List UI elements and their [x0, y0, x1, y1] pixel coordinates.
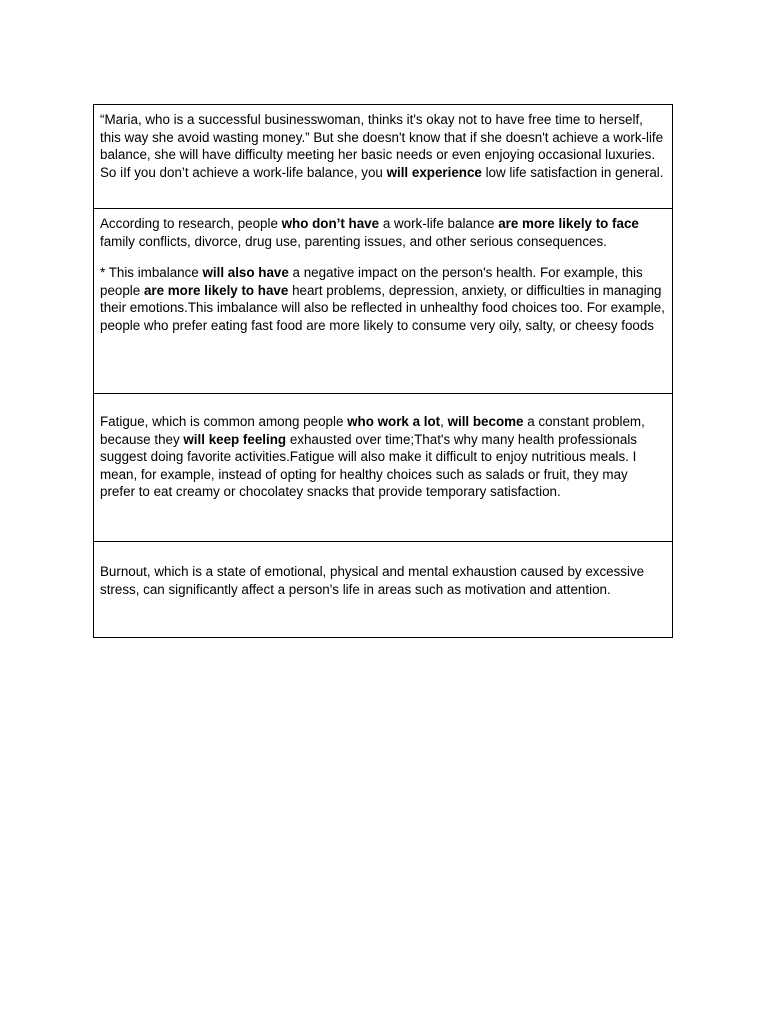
bold-text: are more likely to have	[143, 282, 289, 298]
table-cell-1	[94, 105, 672, 208]
text-run: According to research, people	[100, 216, 282, 231]
text-run: a negative impact on the person's health. For example, this people	[100, 265, 643, 298]
paragraph	[100, 264, 666, 334]
text-run: Fatigue, which is common among people	[100, 414, 348, 429]
bold-text: will also have	[202, 265, 289, 281]
paragraph	[100, 111, 666, 181]
bold-text: are more likely to face	[498, 216, 639, 231]
paragraph	[100, 215, 666, 250]
bold-text: will experience	[386, 164, 482, 180]
bold-text: will keep feeling	[183, 431, 287, 447]
text-run: exhausted over time;That's why many health professionals suggest doing favorite activities.Fatigue will also make it difficult to enjoy nutritious meals. I mean, for example, instead of opting for healthy choices such as salads or fruit, they may prefer to eat creamy or chocolatey snacks that provide temporary satisfaction.	[100, 431, 637, 500]
paragraph	[100, 563, 666, 598]
bold-text: will become	[447, 414, 524, 429]
text-run: family conflicts, divorce, drug use, parenting issues, and other serious consequences.	[100, 233, 607, 249]
text-run: a constant problem, because they	[100, 414, 645, 447]
document-table	[93, 104, 673, 638]
table-cell-3	[94, 393, 672, 541]
text-run: low life satisfaction in general.	[481, 164, 664, 180]
table-cell-4	[94, 541, 672, 637]
text-run: “Maria, who is a successful businesswoman, thinks it's okay not to have free time to herself, this way she avoid wasting money.” But she doesn't know that if she doesn't achieve a work-life balance, she will have difficulty meeting her basic needs or even enjoying occasional luxuries. So iIf you don’t achieve a work-life balance, you	[100, 112, 664, 180]
table-cell-2	[94, 208, 672, 393]
text-run: heart problems, depression, anxiety, or difficulties in managing their emotions.This imbalance will also be reflected in unhealthy food choices too. For example, people who prefer eating fast food are more likely to consume very oily, salty, or cheesy foods	[100, 282, 665, 333]
text-run: a work-life balance	[379, 216, 499, 231]
paragraph	[100, 413, 666, 501]
bold-text: who don’t have	[281, 216, 380, 231]
text-run: Burnout, which is a state of emotional, physical and mental exhaustion caused by excessive stress, can significantly affect a person's life in areas such as motivation and attention.	[100, 564, 645, 597]
bold-text: who work a lot	[347, 414, 441, 429]
text-run: * This imbalance	[100, 265, 203, 281]
text-run: ,	[440, 414, 448, 429]
